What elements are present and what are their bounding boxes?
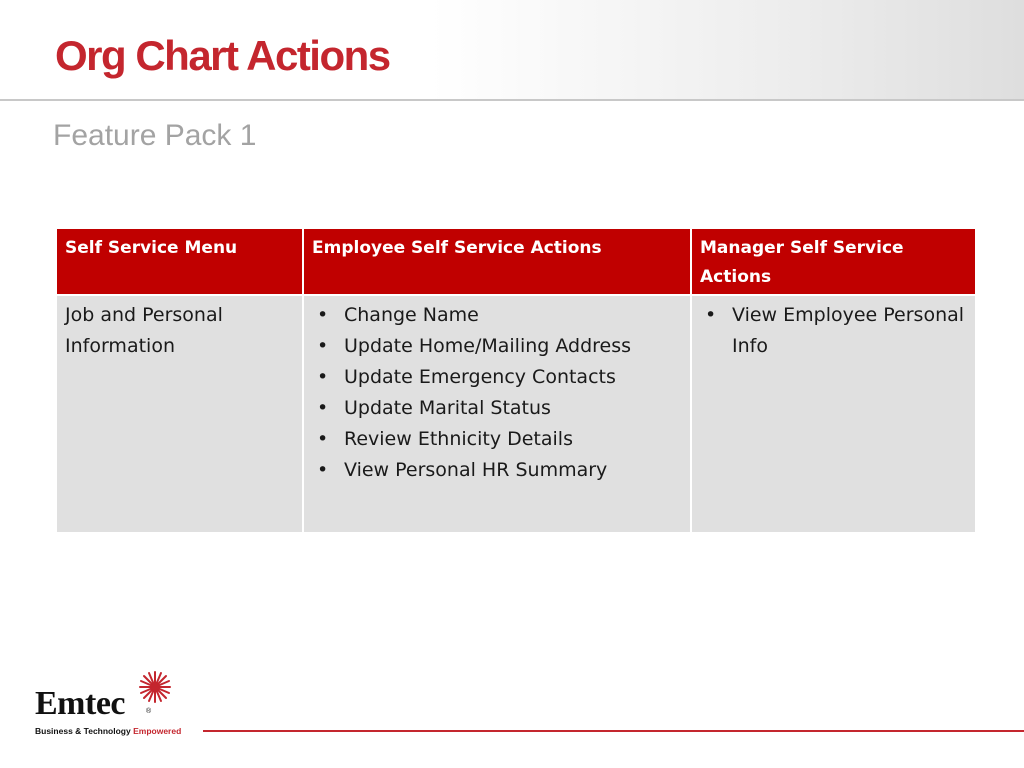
list-item: • Update Emergency Contacts (312, 362, 682, 393)
manager-actions-list (700, 300, 967, 362)
slide-title: Org Chart Actions (55, 32, 390, 79)
tagline-main: Business & Technology (35, 726, 131, 736)
tagline-accent: Empowered (133, 726, 182, 736)
employee-actions-list (312, 300, 682, 486)
list-item: • Update Home/Mailing Address (312, 331, 682, 362)
header-employee-actions: Employee Self Service Actions (303, 228, 691, 295)
cell-employee-actions (303, 295, 691, 533)
header-manager-actions: Manager Self Service Actions (691, 228, 976, 295)
slide-subtitle: Feature Pack 1 (53, 119, 257, 152)
header-self-service-menu: Self Service Menu (56, 228, 303, 295)
list-item: • Review Ethnicity Details (312, 424, 682, 455)
list-item: • Update Marital Status (312, 393, 682, 424)
logo-wordmark: Emtec (35, 685, 126, 722)
logo-tagline (35, 725, 181, 737)
starburst-icon (138, 670, 172, 704)
cell-manager-actions (691, 295, 976, 533)
table-row (56, 295, 976, 533)
table-header-row (56, 228, 976, 295)
footer-divider (203, 730, 1024, 732)
list-item: • View Personal HR Summary (312, 455, 682, 486)
registered-mark: ® (146, 708, 152, 715)
cell-menu: Job and Personal Information (56, 295, 303, 533)
list-item: • View Employee Personal Info (700, 300, 967, 362)
list-item: • Change Name (312, 300, 682, 331)
actions-table (55, 227, 977, 534)
